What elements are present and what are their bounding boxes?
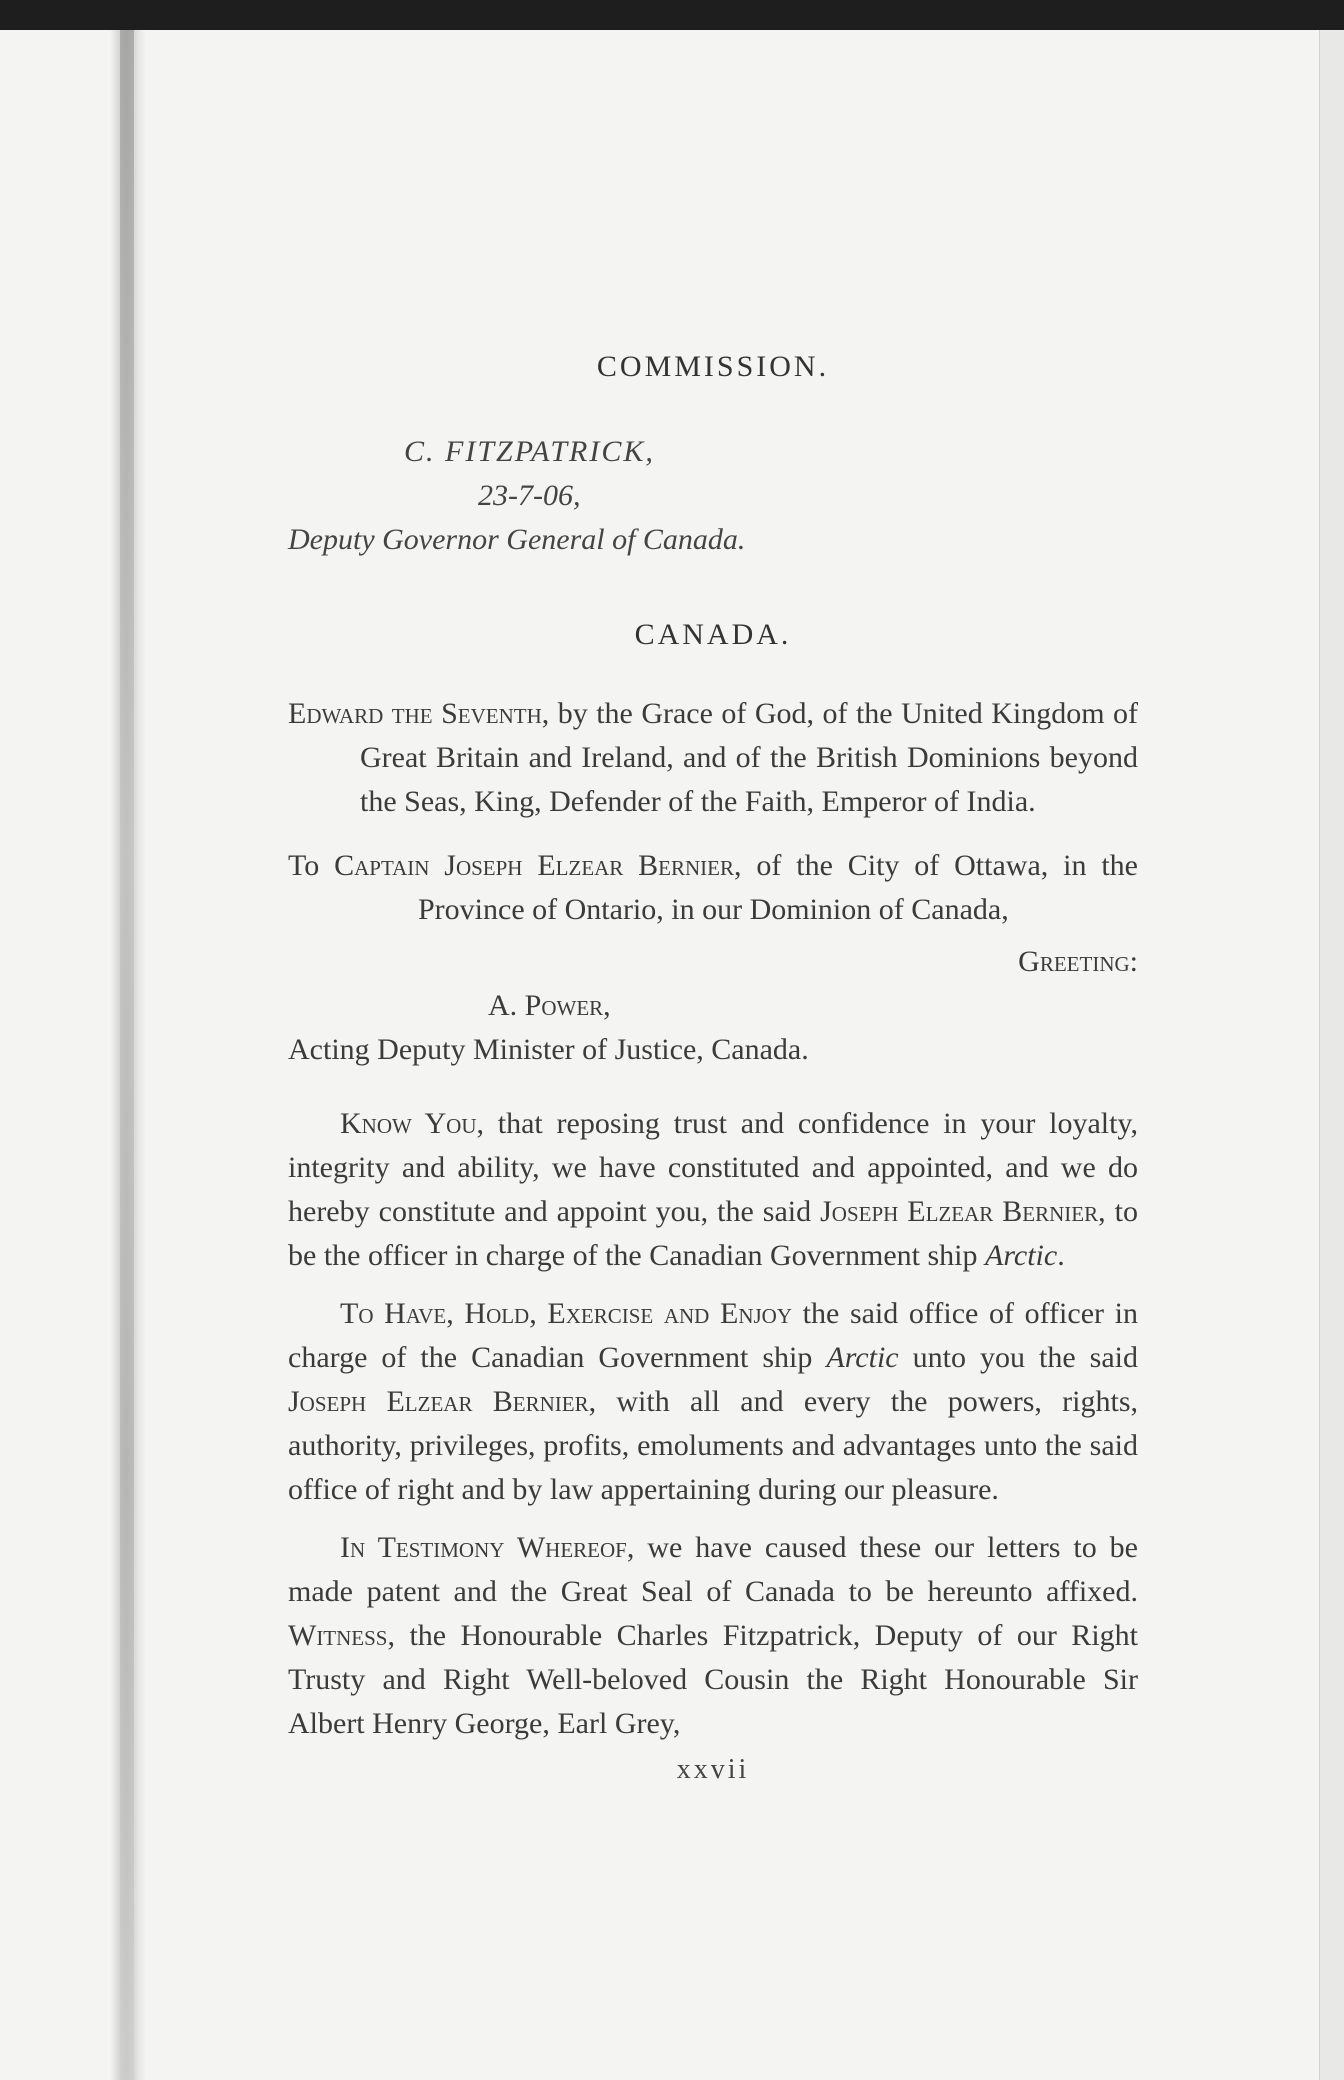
signatory-title: Deputy Governor General of Canada.: [288, 523, 746, 556]
paragraph-appointment: [288, 1102, 1138, 1278]
paragraph-2-text-3: , with all and every the powers, rights, authority, privileges, profits, emoluments and advantages unto the said office of right and by law appertaining during our pleasure.: [288, 1385, 1138, 1506]
scan-top-border: [0, 0, 1344, 34]
addressee-name: Captain Joseph Elzear Bernier: [334, 849, 735, 882]
signatory-name: C. FITZPATRICK,: [404, 435, 655, 468]
binding-gutter: [120, 30, 134, 2080]
scan-right-edge: [1319, 30, 1344, 2080]
greeting: Greeting:: [1018, 945, 1138, 978]
signature-date: 23-7-06,: [478, 479, 581, 512]
royal-style-text: , by the Grace of God, of the United Kingdom of Great Britain and Ireland, and of the British Dominions beyond the Seas, King, Defender of the Faith, Emperor of India.: [360, 697, 1138, 818]
paragraph-3-lead: In Testimony Whereof: [340, 1531, 627, 1564]
paragraph-1-lead: Know You: [340, 1107, 477, 1140]
paragraph-3-witness: Witness: [288, 1619, 388, 1652]
paragraph-1-name: Joseph Elzear Bernier: [820, 1195, 1099, 1228]
paragraph-3-text-1: , we have caused these our letters to be made patent and the Great Seal of Canada to be hereunto affixed.: [288, 1531, 1138, 1608]
paragraph-2-lead: To Have, Hold, Exercise and Enjoy: [340, 1297, 792, 1330]
paragraph-testimony: [288, 1526, 1138, 1746]
paragraph-2-name: Joseph Elzear Bernier: [288, 1385, 589, 1418]
addressee-text: , of the City of Ottawa, in the Province of Ontario, in our Dominion of Canada,: [418, 849, 1138, 926]
paragraph-1-text-3: .: [1057, 1239, 1065, 1272]
page-title: COMMISSION.: [596, 350, 830, 383]
countersigner-title: Acting Deputy Minister of Justice, Canada.: [288, 1033, 809, 1066]
countersigner-name: A. Power,: [488, 989, 611, 1022]
royal-style: [288, 692, 1138, 824]
addressee-prefix: To: [288, 849, 335, 882]
page-number: xxvii: [676, 1754, 750, 1785]
document-page: [0, 30, 1320, 2080]
section-heading: CANADA.: [634, 618, 792, 651]
paragraph-tenure: [288, 1292, 1138, 1512]
addressee: [288, 844, 1138, 932]
paragraph-3-text-2: , the Honourable Charles Fitzpatrick, Deputy of our Right Trusty and Right Well-beloved Cousin the Right Honourable Sir Albert Henry George, Earl Grey,: [288, 1619, 1138, 1740]
paragraph-2-text-1: the said office of officer in charge of the Canadian Government ship: [288, 1297, 1138, 1374]
royal-style-name: Edward the Seventh: [288, 697, 542, 730]
page-content: [288, 350, 1138, 1786]
paragraph-1-text-1: , that reposing trust and confidence in your loyalty, integrity and ability, we have constituted and appointed, and we do hereby constitute and appoint you, the said: [288, 1107, 1138, 1228]
paragraph-1-text-2: , to be the officer in charge of the Canadian Government ship: [288, 1195, 1138, 1272]
paragraph-2-text-2: unto you the said: [898, 1341, 1139, 1374]
paragraph-1-ship: Arctic: [985, 1239, 1058, 1272]
paragraph-2-ship: Arctic: [826, 1341, 899, 1374]
